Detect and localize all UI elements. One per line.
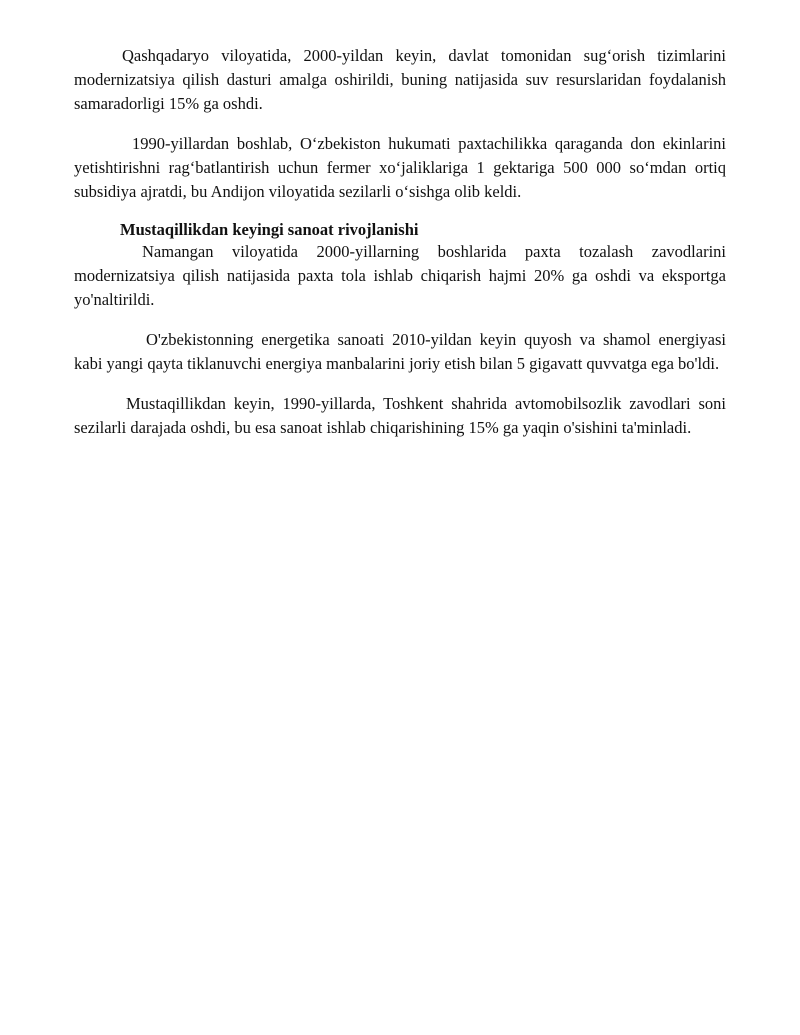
document-body bbox=[74, 44, 726, 456]
paragraph-cotton: Namangan viloyatida 2000-yillarning boshlarida paxta tozalash zavodlarini modernizatsiya qilish natijasida paxta tola ishlab chiqarish hajmi 20% ga oshdi va eksportga yo'naltirildi. bbox=[74, 242, 726, 309]
paragraph-irrigation: Qashqadaryo viloyatida, 2000-yildan keyin, davlat tomonidan sug‘orish tizimlarini modernizatsiya qilish dasturi amalga oshirildi, buning natijasida suv resurslaridan foydalanish samaradorligi 15% ga oshdi. bbox=[74, 46, 726, 113]
paragraph-automotive: Mustaqillikdan keyin, 1990-yillarda, Toshkent shahrida avtomobilsozlik zavodlari soni sezilarli darajada oshdi, bu esa sanoat ishlab chiqarishining 15% ga yaqin o'sishini ta'minladi. bbox=[74, 394, 726, 437]
paragraph-subsidy: 1990-yillardan boshlab, O‘zbekiston hukumati paxtachilikka qaraganda don ekinlarini yetishtirishni rag‘batlantirish uchun fermer xo‘jaliklariga 1 gektariga 500 000 so‘mdan ortiq subsidiya ajratdi, bu Andijon viloyatida sezilarli o‘sishga olib keldi. bbox=[74, 134, 726, 201]
section-heading: Mustaqillikdan keyingi sanoat rivojlanishi bbox=[120, 220, 419, 239]
paragraph-energy: O'zbekistonning energetika sanoati 2010-yildan keyin quyosh va shamol energiyasi kabi yangi qayta tiklanuvchi energiya manbalarini joriy etish bilan 5 gigavatt quvvatga ega bo'ldi. bbox=[74, 330, 726, 373]
